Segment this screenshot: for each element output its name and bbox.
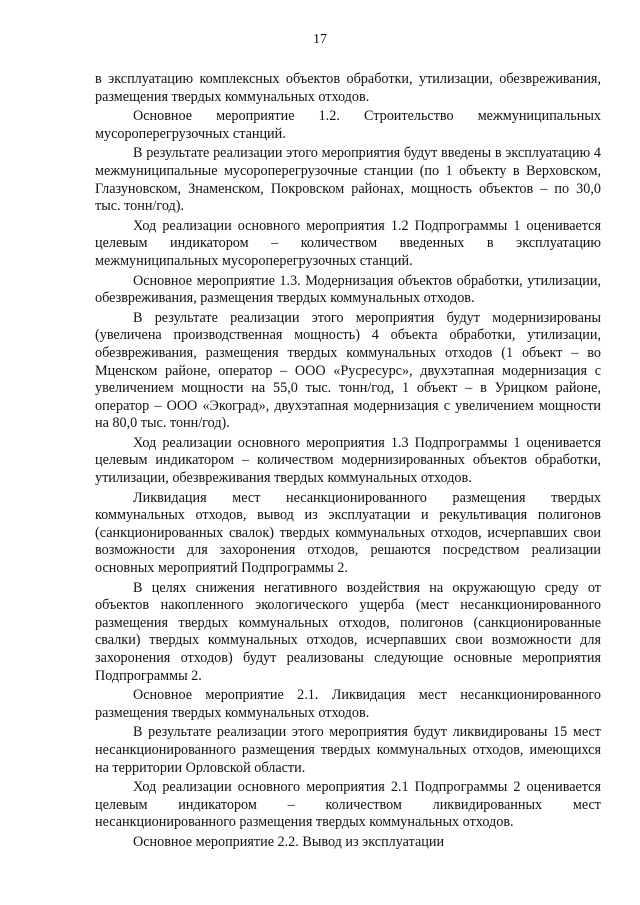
paragraph: В результате реализации этого мероприятия будут модернизированы (увеличена производственная мощность) 4 объекта обработки, утилизации, обезвреживания, размещения твердых коммунальных отходов (1 объект – во Мценском районе, оператор – ООО «Русресурс», двухэтапная модернизация с увеличением мощности на 55,0 тыс. тонн/год, 1 объект – в Урицком районе, оператор – ООО «Экоград», двухэтапная модернизация с увеличением мощности на 80,0 тыс. тонн/год).	[95, 309, 601, 432]
paragraph: Ход реализации основного мероприятия 1.2 Подпрограммы 1 оценивается целевым индикатором – количеством введенных в эксплуатацию межмуниципальных мусороперегрузочных станций.	[95, 217, 601, 269]
paragraph: Ход реализации основного мероприятия 1.3 Подпрограммы 1 оценивается целевым индикатором – количеством модернизированных объектов обработки, утилизации, обезвреживания твердых коммунальных отходов.	[95, 434, 601, 487]
paragraph: Ликвидация мест несанкционированного размещения твердых коммунальных отходов, вывод из эксплуатации и рекультивация полигонов (санкционированных свалок) твердых коммунальных отходов, исчерпавших свои возможности для захоронения отходов, решаются посредством реализации основных мероприятий Подпрограммы 2.	[95, 489, 601, 577]
page-number: 17	[313, 32, 327, 47]
paragraph: В результате реализации этого мероприятия будут введены в эксплуатацию 4 межмуниципальные мусороперегрузочные станции (по 1 объекту в Верховском, Глазуновском, Знаменском, Покровском районах, мощность объектов – по 30,0 тыс. тонн/год).	[95, 145, 601, 215]
paragraph: В целях снижения негативного воздействия на окружающую среду от объектов накопленного экологического ущерба (мест несанкционированного размещения твердых коммунальных отходов, полигонов (санкционированные свалки) твердых коммунальных отходов, исчерпавших свои возможности для захоронения отходов) будут реализованы следующие основные мероприятия Подпрограммы 2.	[95, 579, 601, 684]
paragraph: Ход реализации основного мероприятия 2.1 Подпрограммы 2 оценивается целевым индикатором – количеством ликвидированных мест несанкционированного размещения твердых коммунальных отходов.	[95, 779, 601, 831]
paragraph: Основное мероприятие 2.1. Ликвидация мест несанкционированного размещения твердых коммунальных отходов.	[95, 687, 601, 721]
paragraph: Основное мероприятие 1.2. Строительство межмуниципальных мусороперегрузочных станций.	[95, 108, 601, 142]
paragraph: В результате реализации этого мероприятия будут ликвидированы 15 мест несанкционированного размещения твердых коммунальных отходов, имеющихся на территории Орловской области.	[95, 724, 601, 776]
paragraph: Основное мероприятие 1.3. Модернизация объектов обработки, утилизации, обезвреживания, размещения твердых коммунальных отходов.	[95, 272, 601, 307]
paragraph: в эксплуатацию комплексных объектов обработки, утилизации, обезвреживания, размещения твердых коммунальных отходов.	[95, 71, 601, 105]
paragraph: Основное мероприятие 2.2. Вывод из эксплуатации	[133, 833, 445, 850]
document-body	[95, 71, 601, 854]
